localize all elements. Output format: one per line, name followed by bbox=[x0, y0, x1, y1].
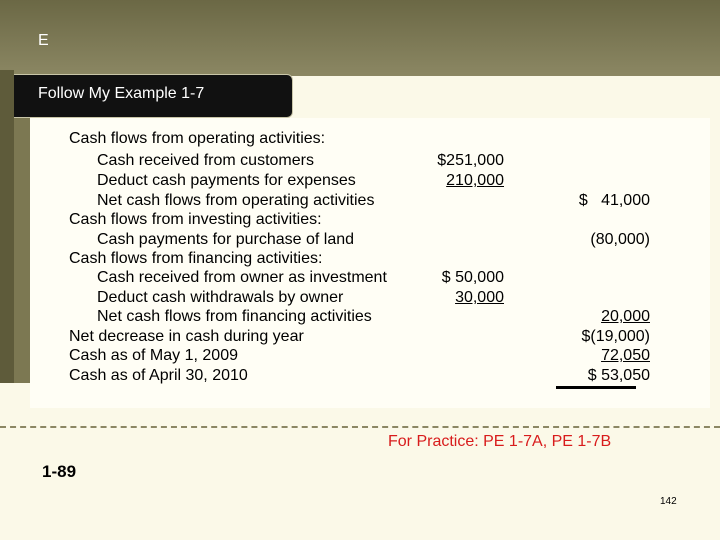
header-band bbox=[0, 0, 720, 76]
statement-line: Net cash flows from financing activities bbox=[97, 308, 372, 325]
statement-line: Net decrease in cash during year bbox=[69, 328, 304, 345]
page-number: 142 bbox=[660, 496, 677, 507]
example-label: Follow My Example 1-7 bbox=[38, 85, 205, 102]
statement-amount-col2: (80,000) bbox=[590, 231, 650, 248]
left-accent-bar bbox=[0, 70, 14, 383]
statement-line: Cash received from owner as investment bbox=[97, 269, 387, 286]
statement-line: Cash flows from investing activities: bbox=[69, 211, 322, 228]
statement-amount-col2: $ 41,000 bbox=[578, 192, 650, 209]
statement-amount-col2: 20,000 bbox=[601, 308, 650, 325]
statement-amount-col2: 72,050 bbox=[601, 347, 650, 364]
statement-amount-col2: $ 53,050 bbox=[587, 367, 650, 384]
statement-line: Cash as of April 30, 2010 bbox=[69, 367, 248, 384]
example-label-box bbox=[14, 74, 293, 118]
double-underline bbox=[556, 386, 636, 389]
statement-line: Deduct cash payments for expenses bbox=[97, 172, 356, 189]
statement-amount-col1: $251,000 bbox=[437, 152, 504, 169]
statement-amount-col1: $ 50,000 bbox=[441, 269, 504, 286]
statement-amount-col2: $(19,000) bbox=[581, 328, 650, 345]
statement-line: Deduct cash withdrawals by owner bbox=[97, 289, 344, 306]
statement-line: Cash as of May 1, 2009 bbox=[69, 347, 238, 364]
statement-amount-col1: 210,000 bbox=[446, 172, 504, 189]
statement-line: Cash received from customers bbox=[97, 152, 314, 169]
statement-line: Net cash flows from operating activities bbox=[97, 192, 375, 209]
statement-amount-col1: 30,000 bbox=[455, 289, 504, 306]
practice-note: For Practice: PE 1-7A, PE 1-7B bbox=[388, 433, 612, 450]
dashed-divider bbox=[0, 426, 720, 428]
statement-line: Cash flows from operating activities: bbox=[69, 130, 326, 147]
slide-number: 1-89 bbox=[42, 462, 77, 481]
header-letter: E bbox=[38, 32, 49, 49]
statement-line: Cash flows from financing activities: bbox=[69, 250, 323, 267]
statement-line: Cash payments for purchase of land bbox=[97, 231, 355, 248]
